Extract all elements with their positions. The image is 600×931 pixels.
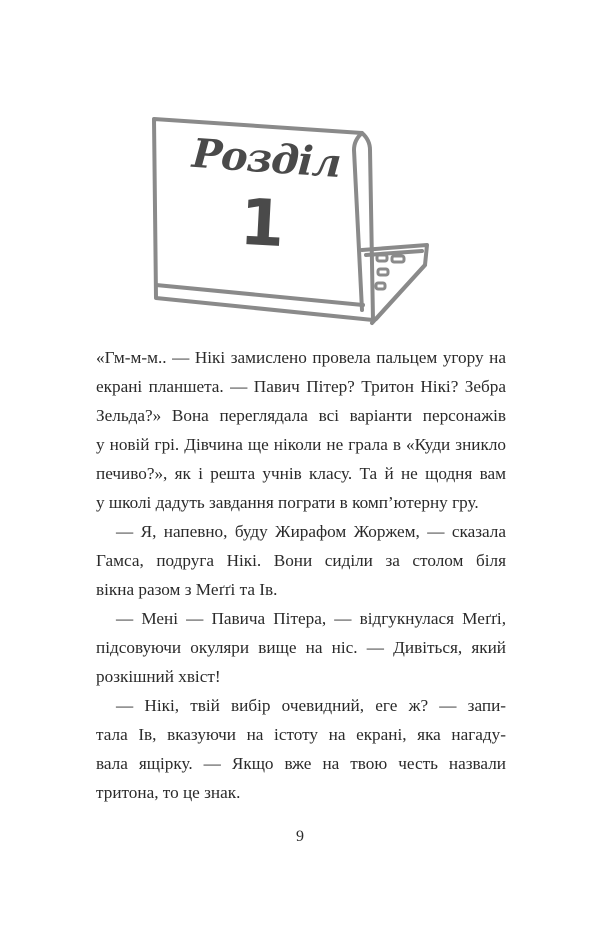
chapter-label: Розділ <box>190 129 343 188</box>
text-line: у новій грі. Дівчина ще ніколи не грала в «Куди зникло <box>96 435 506 454</box>
page-number: 9 <box>296 828 304 845</box>
text-line: екрані планшета. — Павич Пітер? Тритон Нікі? Зебра <box>96 377 506 396</box>
text-line: «Гм-м-м.. — Нікі замислено провела пальцем угору на <box>96 348 506 367</box>
chapter-laptop-illustration <box>140 105 440 335</box>
paragraph <box>96 343 506 517</box>
paragraph <box>96 517 506 604</box>
text-line: у школі дадуть завдання пограти в комп’ютерну гру. <box>96 493 479 512</box>
paragraph <box>96 604 506 691</box>
chapter-number: 1 <box>238 185 287 263</box>
text-line: — Я, напевно, буду Жирафом Жоржем, — сказала <box>116 522 506 541</box>
text-line: Зельда?» Вона переглядала всі варіанти персонажів <box>96 406 506 425</box>
text-line: — Мені — Павича Пітера, — відгукнулася Меґґі, <box>116 609 506 628</box>
text-line: розкішний хвіст! <box>96 667 221 686</box>
paragraph <box>96 691 506 807</box>
text-line: вала ящірку. — Якщо вже на твою честь назвали <box>96 754 506 773</box>
text-line: тритона, то це знак. <box>96 783 241 802</box>
body-text <box>96 343 506 807</box>
text-line: — Нікі, твій вибір очевидний, еге ж? — запи- <box>116 696 506 715</box>
text-line: печиво?», як і решта учнів класу. Та й не щодня вам <box>96 464 506 483</box>
text-line: тала Ів, вказуючи на істоту на екрані, яка нагаду- <box>96 725 506 744</box>
text-line: підсовуючи окуляри вище на ніс. — Дивіться, який <box>96 638 506 657</box>
text-line: вікна разом з Меґґі та Ів. <box>96 580 278 599</box>
text-line: Гамса, подруга Нікі. Вони сиділи за столом біля <box>96 551 506 570</box>
